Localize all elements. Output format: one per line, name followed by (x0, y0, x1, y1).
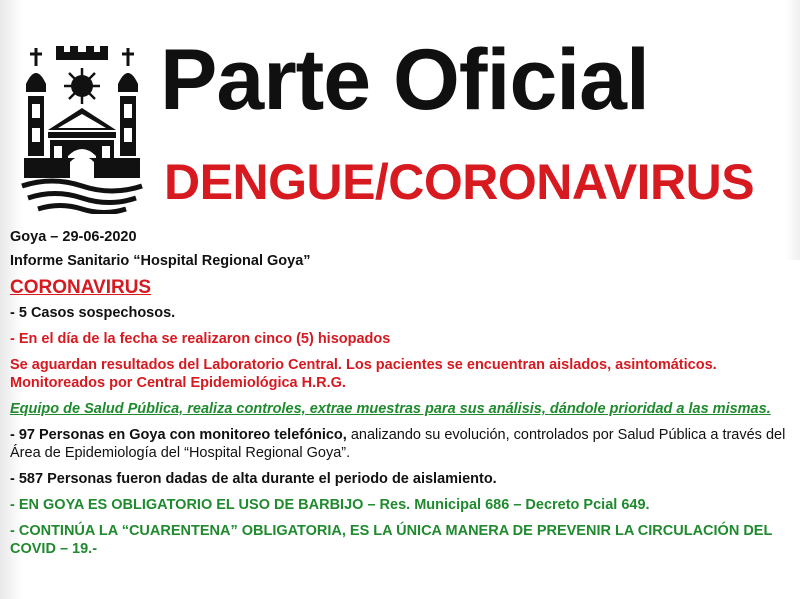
municipal-coat-of-arms-church-icon (18, 44, 146, 214)
monitored-by: Monitoreados por Central Epidemiológica H.R.G. (10, 375, 346, 391)
page-title: Parte Oficial (160, 32, 649, 128)
phone-monitoring (10, 426, 792, 462)
report-source: Informe Sanitario “Hospital Regional Goya” (10, 253, 311, 269)
public-health-team: Equipo de Salud Pública, realiza controles, extrae muestras para sus análisis, dándole prioridad a las mismas. (10, 401, 771, 417)
suspected-cases: - 5 Casos sospechosos. (10, 305, 176, 321)
report-date: Goya – 29-06-2020 (10, 229, 137, 245)
phone-monitoring-rest: analizando su evolución, controlados por Salud Pública a través del Área de Epidemiología del “Hospital Regional Goya”. (10, 427, 786, 461)
mask-mandatory: - EN GOYA ES OBLIGATORIO EL USO DE BARBIJO – Res. Municipal 686 – Decreto Pcial 649. (10, 497, 650, 513)
quarantine-line: - CONTINÚA LA “CUARENTENA” OBLIGATORIA, ES LA ÚNICA MANERA DE PREVENIR LA CIRCULACIÓN DEL COVID – 19.- (10, 523, 773, 557)
page-subtitle: DENGUE/CORONAVIRUS (164, 154, 755, 210)
report-body (10, 228, 792, 558)
discharged-line: - 587 Personas fueron dadas de alta durante el periodo de aislamiento. (10, 471, 497, 487)
section-heading: CORONAVIRUS (10, 277, 152, 298)
swabs-line: - En el día de la fecha se realizaron cinco (5) hisopados (10, 331, 391, 347)
background-strip-right (786, 0, 800, 260)
awaiting-results: Se aguardan resultados del Laboratorio Central. Los pacientes se encuentran aislados, asintomáticos. (10, 357, 717, 373)
phone-monitoring-bold: - 97 Personas en Goya con monitoreo telefónico, (10, 427, 347, 443)
